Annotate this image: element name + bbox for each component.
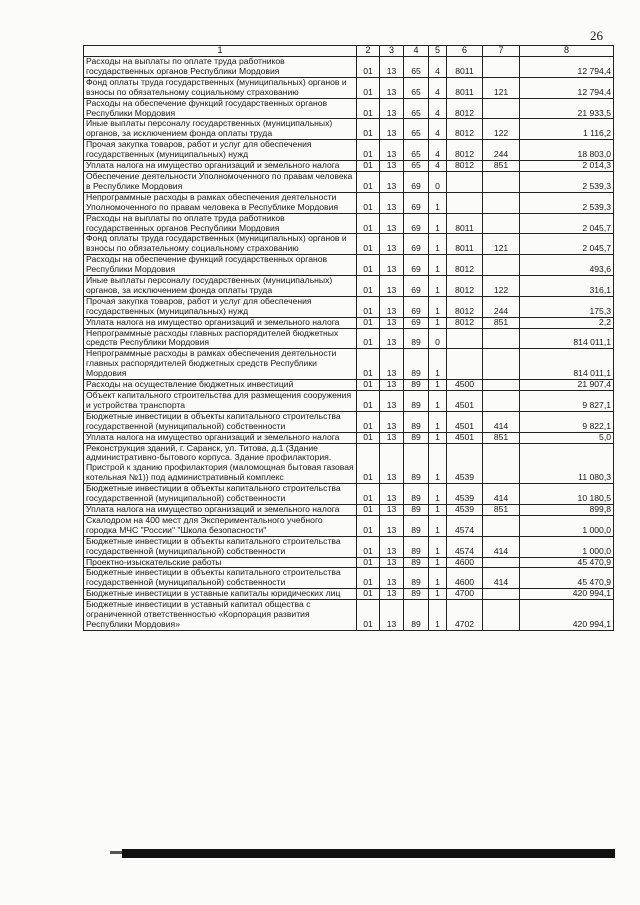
row-description: Непрограммные расходы в рамках обеспечения деятельности Уполномоченного по правам человека в Республике Мордовия [84, 192, 357, 213]
column-header: 5 [429, 46, 447, 57]
table-row [84, 391, 614, 412]
cell-amount: 1 116,2 [520, 119, 614, 140]
cell-section: 01 [357, 328, 380, 349]
table-row [84, 276, 614, 297]
cell-target-code: 4600 [447, 557, 483, 568]
row-description: Бюджетные инвестиции в объекты капитального строительства государственной (муниципальной) собственности [84, 484, 357, 505]
cell-expense-type: 121 [483, 234, 520, 255]
cell-target-code: 8011 [447, 234, 483, 255]
cell-subprogram: 1 [429, 557, 447, 568]
cell-expense-type [483, 328, 520, 349]
row-description: Бюджетные инвестиции в объекты капитального строительства государственной (муниципальной) собственности [84, 568, 357, 589]
cell-expense-type: 851 [483, 317, 520, 328]
table-row [84, 171, 614, 192]
cell-target-code: 8012 [447, 276, 483, 297]
cell-section: 01 [357, 171, 380, 192]
cell-section: 01 [357, 589, 380, 600]
cell-expense-type [483, 57, 520, 78]
cell-target-code: 8012 [447, 140, 483, 161]
cell-program: 89 [404, 589, 429, 600]
table-row [84, 213, 614, 234]
table-row [84, 349, 614, 380]
cell-target-code [447, 192, 483, 213]
cell-target-code: 8011 [447, 77, 483, 98]
table-header-row [84, 46, 614, 57]
cell-subprogram: 1 [429, 234, 447, 255]
cell-amount: 175,3 [520, 296, 614, 317]
cell-expense-type [483, 192, 520, 213]
column-header: 3 [380, 46, 404, 57]
cell-section: 01 [357, 557, 380, 568]
cell-subsection: 13 [380, 317, 404, 328]
cell-target-code: 4539 [447, 443, 483, 484]
cell-subprogram: 1 [429, 484, 447, 505]
cell-subsection: 13 [380, 349, 404, 380]
cell-program: 89 [404, 391, 429, 412]
column-header: 8 [520, 46, 614, 57]
cell-target-code: 4539 [447, 504, 483, 515]
cell-subprogram: 1 [429, 568, 447, 589]
row-description: Уплата налога на имущество организаций и земельного налога [84, 504, 357, 515]
row-description: Прочая закупка товаров, работ и услуг для обеспечения государственных (муниципальных) нужд [84, 140, 357, 161]
cell-expense-type [483, 515, 520, 536]
cell-section: 01 [357, 536, 380, 557]
table-row [84, 296, 614, 317]
cell-expense-type: 851 [483, 432, 520, 443]
cell-expense-type [483, 171, 520, 192]
cell-program: 89 [404, 349, 429, 380]
cell-program: 65 [404, 77, 429, 98]
cell-target-code: 8011 [447, 57, 483, 78]
cell-target-code: 4600 [447, 568, 483, 589]
cell-section: 01 [357, 119, 380, 140]
cell-section: 01 [357, 600, 380, 631]
cell-section: 01 [357, 296, 380, 317]
column-header: 7 [483, 46, 520, 57]
cell-program: 69 [404, 276, 429, 297]
cell-amount: 899,8 [520, 504, 614, 515]
table-row [84, 255, 614, 276]
cell-subprogram: 0 [429, 171, 447, 192]
cell-amount: 12 794,4 [520, 77, 614, 98]
cell-expense-type: 414 [483, 536, 520, 557]
cell-section: 01 [357, 140, 380, 161]
table-row [84, 119, 614, 140]
cell-subsection: 13 [380, 432, 404, 443]
cell-subprogram: 1 [429, 504, 447, 515]
cell-target-code: 8012 [447, 119, 483, 140]
cell-section: 01 [357, 234, 380, 255]
cell-amount: 21 907,4 [520, 380, 614, 391]
cell-expense-type: 851 [483, 504, 520, 515]
cell-target-code: 4574 [447, 515, 483, 536]
cell-subprogram: 4 [429, 140, 447, 161]
cell-target-code [447, 171, 483, 192]
cell-amount: 1 000,0 [520, 515, 614, 536]
cell-amount: 21 933,5 [520, 98, 614, 119]
cell-program: 69 [404, 171, 429, 192]
cell-program: 89 [404, 600, 429, 631]
table-row [84, 161, 614, 172]
cell-amount: 11 080,3 [520, 443, 614, 484]
cell-subsection: 13 [380, 234, 404, 255]
cell-amount: 2 045,7 [520, 234, 614, 255]
cell-subprogram: 1 [429, 536, 447, 557]
row-description: Фонд оплаты труда государственных (муниципальных) органов и взносы по обязательному социальному страхованию [84, 234, 357, 255]
cell-target-code: 8012 [447, 296, 483, 317]
cell-target-code: 4500 [447, 380, 483, 391]
cell-subprogram: 1 [429, 276, 447, 297]
row-description: Прочая закупка товаров, работ и услуг для обеспечения государственных (муниципальных) нужд [84, 296, 357, 317]
cell-program: 65 [404, 98, 429, 119]
table-row [84, 140, 614, 161]
table-row [84, 77, 614, 98]
cell-program: 89 [404, 328, 429, 349]
column-header: 2 [357, 46, 380, 57]
cell-expense-type [483, 391, 520, 412]
cell-amount: 45 470,9 [520, 568, 614, 589]
cell-expense-type [483, 255, 520, 276]
cell-subprogram: 4 [429, 119, 447, 140]
cell-section: 01 [357, 380, 380, 391]
cell-subsection: 13 [380, 380, 404, 391]
row-description: Уплата налога на имущество организаций и земельного налога [84, 161, 357, 172]
cell-subprogram: 4 [429, 57, 447, 78]
cell-program: 69 [404, 213, 429, 234]
cell-section: 01 [357, 213, 380, 234]
row-description: Объект капитального строительства для размещения сооружения и устройства транспорта [84, 391, 357, 412]
cell-expense-type: 122 [483, 276, 520, 297]
cell-amount: 2,2 [520, 317, 614, 328]
cell-subsection: 13 [380, 443, 404, 484]
cell-amount: 2 014,3 [520, 161, 614, 172]
cell-amount: 1 000,0 [520, 536, 614, 557]
cell-section: 01 [357, 276, 380, 297]
column-header: 6 [447, 46, 483, 57]
cell-target-code: 8011 [447, 213, 483, 234]
cell-expense-type [483, 98, 520, 119]
cell-section: 01 [357, 161, 380, 172]
cell-subsection: 13 [380, 140, 404, 161]
table-row [84, 568, 614, 589]
cell-subsection: 13 [380, 171, 404, 192]
cell-section: 01 [357, 349, 380, 380]
cell-expense-type: 122 [483, 119, 520, 140]
cell-amount: 9 827,1 [520, 391, 614, 412]
cell-subprogram: 1 [429, 515, 447, 536]
cell-amount: 2 539,3 [520, 171, 614, 192]
cell-program: 65 [404, 161, 429, 172]
cell-amount: 45 470,9 [520, 557, 614, 568]
cell-subsection: 13 [380, 589, 404, 600]
cell-subprogram: 0 [429, 328, 447, 349]
cell-target-code: 4501 [447, 432, 483, 443]
cell-subsection: 13 [380, 255, 404, 276]
cell-subsection: 13 [380, 161, 404, 172]
table-row [84, 234, 614, 255]
cell-amount: 5,0 [520, 432, 614, 443]
table-row [84, 57, 614, 78]
cell-expense-type [483, 589, 520, 600]
cell-amount: 2 045,7 [520, 213, 614, 234]
cell-subprogram: 4 [429, 77, 447, 98]
cell-section: 01 [357, 411, 380, 432]
cell-subsection: 13 [380, 557, 404, 568]
cell-program: 89 [404, 515, 429, 536]
cell-program: 89 [404, 484, 429, 505]
cell-expense-type: 244 [483, 140, 520, 161]
cell-subsection: 13 [380, 77, 404, 98]
cell-subsection: 13 [380, 57, 404, 78]
cell-program: 89 [404, 432, 429, 443]
cell-subprogram: 1 [429, 432, 447, 443]
row-description: Иные выплаты персоналу государственных (муниципальных) органов, за исключением фонда оплаты труда [84, 119, 357, 140]
cell-target-code: 4501 [447, 391, 483, 412]
cell-subsection: 13 [380, 484, 404, 505]
cell-subsection: 13 [380, 296, 404, 317]
cell-program: 65 [404, 119, 429, 140]
cell-subprogram: 1 [429, 296, 447, 317]
cell-expense-type [483, 213, 520, 234]
row-description: Бюджетные инвестиции в уставный капитал общества с ограниченной ответственностью «Корпорация развития Республики Мордовия» [84, 600, 357, 631]
cell-subsection: 13 [380, 328, 404, 349]
budget-table [83, 45, 614, 631]
page-number: 26 [590, 28, 603, 43]
cell-amount: 2 539,3 [520, 192, 614, 213]
cell-program: 89 [404, 557, 429, 568]
cell-section: 01 [357, 515, 380, 536]
cell-target-code: 4702 [447, 600, 483, 631]
cell-program: 89 [404, 536, 429, 557]
cell-subprogram: 1 [429, 380, 447, 391]
row-description: Расходы на обеспечение функций государственных органов Республики Мордовия [84, 98, 357, 119]
cell-program: 65 [404, 140, 429, 161]
cell-subprogram: 4 [429, 98, 447, 119]
row-description: Реконструкция зданий, г. Саранск, ул. Титова, д.1 (Здание административно-бытового корпуса. Здание профилактория. Пристрой к зданию профилактория (маломощная бытовая газовая котельная №1)) под административный комплекс [84, 443, 357, 484]
cell-subsection: 13 [380, 213, 404, 234]
row-description: Непрограммные расходы в рамках обеспечения деятельности главных распорядителей бюджетных средств Республики Мордовия [84, 349, 357, 380]
cell-subsection: 13 [380, 568, 404, 589]
cell-subsection: 13 [380, 536, 404, 557]
table-row [84, 536, 614, 557]
cell-amount: 10 180,5 [520, 484, 614, 505]
cell-subprogram: 1 [429, 391, 447, 412]
table-row [84, 411, 614, 432]
cell-subprogram: 1 [429, 443, 447, 484]
cell-expense-type: 244 [483, 296, 520, 317]
cell-target-code: 8012 [447, 98, 483, 119]
cell-expense-type: 414 [483, 568, 520, 589]
cell-subsection: 13 [380, 504, 404, 515]
cell-subprogram: 1 [429, 600, 447, 631]
cell-program: 69 [404, 317, 429, 328]
row-description: Расходы на выплаты по оплате труда работников государственных органов Республики Мордовия [84, 213, 357, 234]
row-description: Проектно-изыскательские работы [84, 557, 357, 568]
cell-subsection: 13 [380, 411, 404, 432]
cell-expense-type [483, 380, 520, 391]
cell-program: 89 [404, 443, 429, 484]
row-description: Уплата налога на имущество организаций и земельного налога [84, 317, 357, 328]
table-row [84, 557, 614, 568]
table-row [84, 317, 614, 328]
cell-amount: 420 994,1 [520, 600, 614, 631]
cell-subprogram: 4 [429, 161, 447, 172]
row-description: Бюджетные инвестиции в объекты капитального строительства государственной (муниципальной) собственности [84, 536, 357, 557]
cell-target-code: 4539 [447, 484, 483, 505]
table-row [84, 432, 614, 443]
table-row [84, 600, 614, 631]
cell-subsection: 13 [380, 276, 404, 297]
table-row [84, 515, 614, 536]
cell-target-code: 8012 [447, 255, 483, 276]
cell-target-code: 8012 [447, 317, 483, 328]
cell-target-code [447, 349, 483, 380]
cell-subprogram: 1 [429, 411, 447, 432]
cell-program: 89 [404, 568, 429, 589]
row-description: Расходы на выплаты по оплате труда работников государственных органов Республики Мордовия [84, 57, 357, 78]
table-row [84, 589, 614, 600]
row-description: Непрограммные расходы главных распорядителей бюджетных средств Республики Мордовия [84, 328, 357, 349]
cell-subsection: 13 [380, 192, 404, 213]
cell-expense-type [483, 443, 520, 484]
cell-expense-type [483, 349, 520, 380]
table-row [84, 380, 614, 391]
cell-expense-type: 851 [483, 161, 520, 172]
cell-section: 01 [357, 432, 380, 443]
cell-program: 69 [404, 296, 429, 317]
cell-subprogram: 1 [429, 213, 447, 234]
row-description: Уплата налога на имущество организаций и земельного налога [84, 432, 357, 443]
table-row [84, 98, 614, 119]
cell-subprogram: 1 [429, 255, 447, 276]
cell-program: 89 [404, 380, 429, 391]
cell-subsection: 13 [380, 98, 404, 119]
table-row [84, 484, 614, 505]
cell-amount: 420 994,1 [520, 589, 614, 600]
cell-subsection: 13 [380, 391, 404, 412]
row-description: Скалодром на 400 мест для Экспериментального учебного городка МЧС "России" "Школа безопасности" [84, 515, 357, 536]
cell-section: 01 [357, 443, 380, 484]
cell-subprogram: 1 [429, 192, 447, 213]
cell-subsection: 13 [380, 600, 404, 631]
row-description: Бюджетные инвестиции в уставные капиталы юридических лиц [84, 589, 357, 600]
cell-section: 01 [357, 77, 380, 98]
cell-program: 89 [404, 504, 429, 515]
row-description: Фонд оплаты труда государственных (муниципальных) органов и взносы по обязательному социальному страхованию [84, 77, 357, 98]
cell-amount: 814 011,1 [520, 349, 614, 380]
cell-expense-type: 414 [483, 484, 520, 505]
cell-subsection: 13 [380, 119, 404, 140]
cell-target-code: 8012 [447, 161, 483, 172]
cell-subsection: 13 [380, 515, 404, 536]
cell-expense-type [483, 600, 520, 631]
cell-amount: 316,1 [520, 276, 614, 297]
cell-program: 89 [404, 411, 429, 432]
cell-subprogram: 1 [429, 589, 447, 600]
cell-expense-type [483, 557, 520, 568]
cell-expense-type: 414 [483, 411, 520, 432]
cell-target-code: 4574 [447, 536, 483, 557]
cell-section: 01 [357, 57, 380, 78]
cell-program: 69 [404, 192, 429, 213]
row-description: Расходы на осуществление бюджетных инвестиций [84, 380, 357, 391]
cell-expense-type: 121 [483, 77, 520, 98]
table-row [84, 504, 614, 515]
row-description: Расходы на обеспечение функций государственных органов Республики Мордовия [84, 255, 357, 276]
cell-target-code: 4501 [447, 411, 483, 432]
column-header: 4 [404, 46, 429, 57]
cell-subprogram: 1 [429, 317, 447, 328]
cell-section: 01 [357, 317, 380, 328]
cell-section: 01 [357, 484, 380, 505]
row-description: Иные выплаты персоналу государственных (муниципальных) органов, за исключением фонда оплаты труда [84, 276, 357, 297]
table-row [84, 192, 614, 213]
table-row [84, 328, 614, 349]
table-row [84, 443, 614, 484]
cell-section: 01 [357, 391, 380, 412]
cell-subprogram: 1 [429, 349, 447, 380]
row-description: Обеспечение деятельности Уполномоченного по правам человека в Республике Мордовия [84, 171, 357, 192]
cell-amount: 814 011,1 [520, 328, 614, 349]
column-header: 1 [84, 46, 357, 57]
cell-amount: 12 794,4 [520, 57, 614, 78]
cell-amount: 9 822,1 [520, 411, 614, 432]
cell-amount: 18 803,0 [520, 140, 614, 161]
cell-target-code [447, 328, 483, 349]
row-description: Бюджетные инвестиции в объекты капитального строительства государственной (муниципальной) собственности [84, 411, 357, 432]
cell-section: 01 [357, 255, 380, 276]
cell-section: 01 [357, 98, 380, 119]
cell-target-code: 4700 [447, 589, 483, 600]
scan-edge-bar [122, 849, 615, 858]
cell-program: 69 [404, 255, 429, 276]
cell-amount: 493,6 [520, 255, 614, 276]
cell-program: 65 [404, 57, 429, 78]
cell-program: 69 [404, 234, 429, 255]
cell-section: 01 [357, 568, 380, 589]
cell-section: 01 [357, 192, 380, 213]
cell-section: 01 [357, 504, 380, 515]
